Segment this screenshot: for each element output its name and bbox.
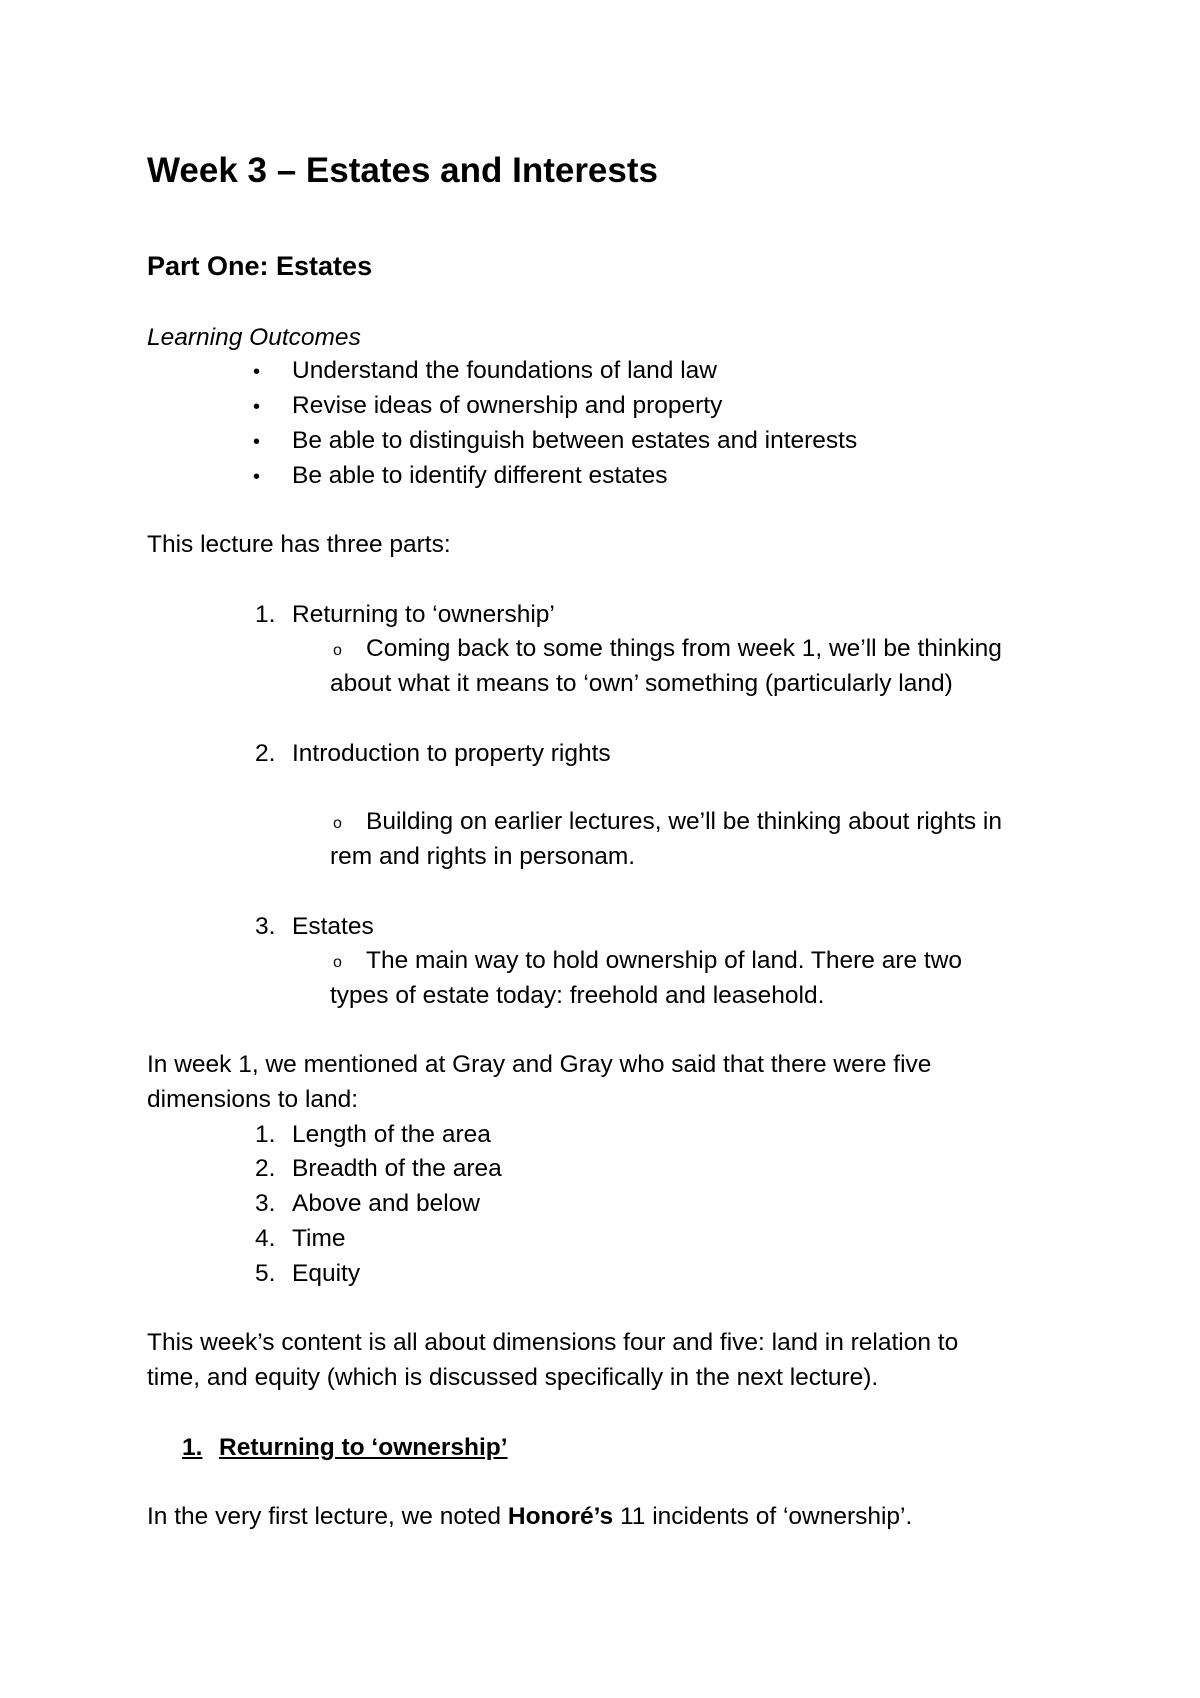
content-note: time, and equity (which is discussed specifically in the next lecture). xyxy=(147,1364,879,1391)
list-item: Equity xyxy=(292,1260,361,1287)
part-description: Building on earlier lectures, we’ll be thinking about rights in xyxy=(366,808,1002,835)
dimensions-intro: dimensions to land: xyxy=(147,1086,359,1113)
list-number: 2. xyxy=(255,1155,276,1182)
honore-name: Honoré’s xyxy=(507,1503,614,1530)
document-title: Week 3 – Estates and Interests xyxy=(147,151,658,190)
list-item: Length of the area xyxy=(292,1121,491,1148)
bullet-icon: • xyxy=(253,431,261,453)
part-title: Estates xyxy=(292,913,374,940)
bullet-icon: • xyxy=(253,466,261,488)
parts-intro: This lecture has three parts: xyxy=(147,531,451,558)
part-description: Coming back to some things from week 1, we’ll be thinking xyxy=(366,635,1002,662)
section-number: 1. xyxy=(182,1434,203,1461)
part-heading: Part One: Estates xyxy=(147,251,373,281)
list-item: Breadth of the area xyxy=(292,1155,502,1182)
list-number: 1. xyxy=(255,601,276,628)
list-item: Be able to identify different estates xyxy=(292,462,668,489)
list-item: Time xyxy=(292,1225,346,1252)
learning-outcomes-label: Learning Outcomes xyxy=(147,324,361,351)
part-description: The main way to hold ownership of land. There are two xyxy=(366,947,963,974)
bullet-icon: • xyxy=(253,396,261,418)
closing-paragraph xyxy=(147,1502,912,1532)
closing-text: In the very first lecture, we noted xyxy=(147,1503,508,1530)
part-title: Introduction to property rights xyxy=(292,740,611,767)
list-number: 4. xyxy=(255,1225,276,1252)
list-number: 3. xyxy=(255,1190,276,1217)
content-note: This week’s content is all about dimensions four and five: land in relation to xyxy=(147,1329,959,1356)
list-item: Understand the foundations of land law xyxy=(292,357,717,384)
dimensions-intro: In week 1, we mentioned at Gray and Gray who said that there were five xyxy=(147,1051,932,1078)
list-item: Revise ideas of ownership and property xyxy=(292,392,723,419)
sub-bullet-icon: o xyxy=(333,815,342,832)
list-item: Above and below xyxy=(292,1190,480,1217)
list-number: 3. xyxy=(255,913,276,940)
list-number: 1. xyxy=(255,1121,276,1148)
part-description: types of estate today: freehold and leasehold. xyxy=(330,982,825,1009)
sub-bullet-icon: o xyxy=(333,954,342,971)
part-description: rem and rights in personam. xyxy=(330,843,636,870)
list-number: 5. xyxy=(255,1260,276,1287)
list-item: Be able to distinguish between estates and interests xyxy=(292,427,858,454)
list-number: 2. xyxy=(255,740,276,767)
bullet-icon: • xyxy=(253,361,261,383)
part-description: about what it means to ‘own’ something (particularly land) xyxy=(330,670,953,697)
sub-bullet-icon: o xyxy=(333,642,342,659)
section-heading: Returning to ‘ownership’ xyxy=(219,1434,508,1461)
closing-text: 11 incidents of ‘ownership’. xyxy=(613,1503,913,1530)
part-title: Returning to ‘ownership’ xyxy=(292,601,555,628)
